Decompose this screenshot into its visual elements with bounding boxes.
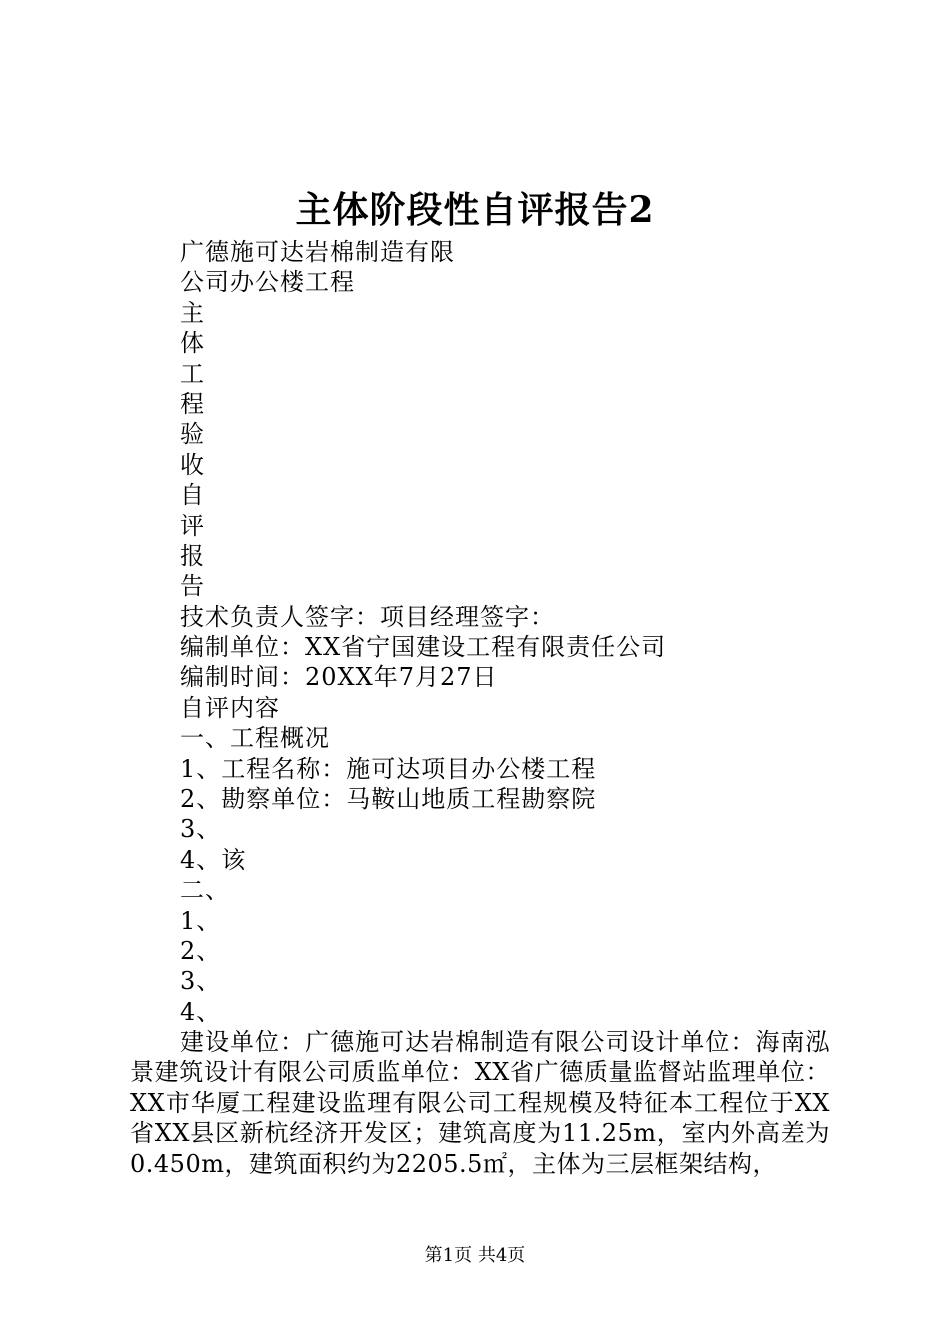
list-item: 2、	[180, 936, 222, 965]
text-line: 告	[180, 572, 205, 601]
text-line: 自	[180, 481, 205, 510]
section-heading: 自评内容	[180, 693, 280, 722]
section-heading: 一、工程概况	[180, 724, 330, 753]
text-line: 广德施可达岩棉制造有限	[180, 238, 455, 266]
text-line: 公司办公楼工程	[180, 268, 355, 297]
text-line: 验	[180, 420, 205, 449]
signature-line: 技术负责人签字：项目经理签字：	[180, 602, 555, 631]
document-title: 主体阶段性自评报告2	[295, 189, 655, 231]
list-item: 4、	[180, 997, 222, 1026]
text-line: 工	[180, 359, 205, 388]
body-paragraph: 建设单位：广德施可达岩棉制造有限公司设计单位：海南泓景建筑设计有限公司质监单位：XX省广德质量监督站监理单位：XX市华厦工程建设监理有限公司工程规模及特征本工程位于XX省XX县区新杭经济开发区；建筑高度为11.25m，室内外高差为0.450m，建筑面积约为2205.5㎡，主体为三层框架结构，	[130, 1028, 830, 1178]
section-heading: 二、	[180, 876, 230, 905]
text-line: 程	[180, 389, 205, 418]
text-line: 体	[180, 329, 205, 358]
list-item: 2、勘察单位：马鞍山地质工程勘察院	[180, 785, 597, 814]
document-lines	[180, 237, 840, 1027]
text-line: 报	[180, 541, 205, 570]
list-item: 1、工程名称：施可达项目办公楼工程	[180, 754, 597, 783]
text-line: 主	[180, 298, 205, 327]
list-item: 3、	[180, 815, 222, 844]
page-footer: 第1页 共4页	[424, 1245, 526, 1266]
compiling-date: 编制时间：20XX年7月27日	[180, 663, 498, 692]
compiling-unit: 编制单位：XX省宁国建设工程有限责任公司	[180, 633, 667, 662]
list-item: 1、	[180, 906, 222, 935]
text-line: 评	[180, 511, 205, 540]
list-item: 3、	[180, 967, 222, 996]
list-item: 4、该	[180, 845, 247, 874]
text-line: 收	[180, 450, 205, 479]
